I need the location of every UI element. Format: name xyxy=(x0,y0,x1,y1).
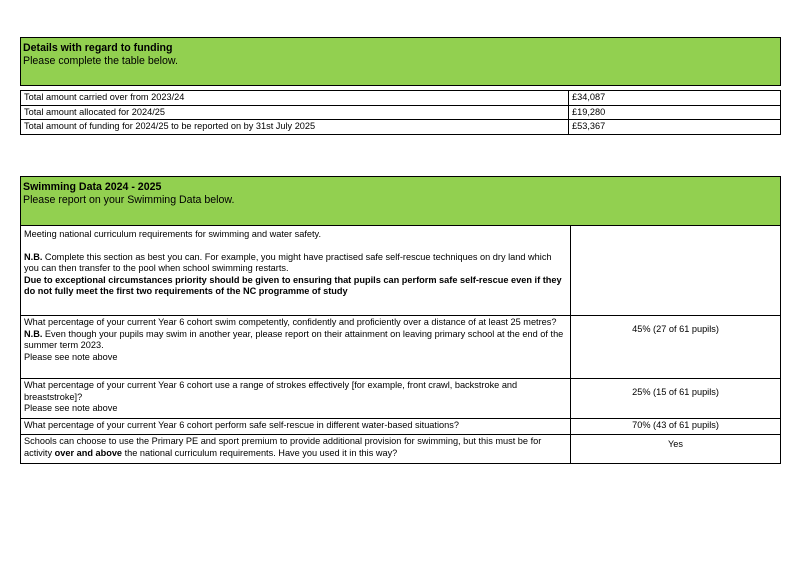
answer-cell: Yes xyxy=(571,435,781,464)
intro-bold-note: Due to exceptional circumstances priority should be given to ensuring that pupils can perform safe self-rescue even if they do not fully meet the first two requirements of the NC programme of study xyxy=(24,274,562,297)
question-cell xyxy=(21,316,571,379)
question-note: Please see note above xyxy=(24,403,118,414)
question-note: Please see note above xyxy=(24,351,118,362)
question-text: Schools can choose to use the Primary PE and sport premium to provide additional provision for swimming, but this must be for activity xyxy=(24,436,542,458)
funding-value: £19,280 xyxy=(569,105,781,120)
swimming-title: Swimming Data 2024 - 2025 xyxy=(23,181,162,193)
funding-label: Total amount allocated for 2024/25 xyxy=(21,105,569,120)
swimming-header xyxy=(21,177,781,226)
swimming-intro xyxy=(21,226,571,316)
funding-table xyxy=(20,37,781,135)
nb-text: Even though your pupils may swim in another year, please report on their attainment on leaving primary school at the end of the summer term 2023. xyxy=(24,328,564,351)
question-bold: over and above xyxy=(54,447,123,458)
table-row xyxy=(21,120,781,135)
answer-cell: 45% (27 of 61 pupils) xyxy=(571,316,781,379)
funding-label: Total amount of funding for 2024/25 to be reported on by 31st July 2025 xyxy=(21,120,569,135)
swimming-subtitle: Please report on your Swimming Data below. xyxy=(23,194,235,206)
table-row xyxy=(21,379,781,419)
table-row xyxy=(21,316,781,379)
intro-line: Meeting national curriculum requirements for swimming and water safety. xyxy=(24,229,322,239)
funding-subtitle: Please complete the table below. xyxy=(23,55,178,67)
funding-label: Total amount carried over from 2023/24 xyxy=(21,91,569,106)
intro-answer-cell xyxy=(571,226,781,316)
question-cell xyxy=(21,379,571,419)
nb-text: Complete this section as best you can. For example, you might have practised safe self-rescue techniques on dry land which you can then transfer to the pool when school swimming restarts. xyxy=(24,251,552,274)
question-text-end: the national curriculum requirements. Have you used it in this way? xyxy=(122,447,398,458)
table-row xyxy=(21,419,781,435)
question-cell xyxy=(21,435,571,464)
table-row xyxy=(21,91,781,106)
answer-cell: 25% (15 of 61 pupils) xyxy=(571,379,781,419)
intro-nb xyxy=(24,252,567,275)
answer-cell: 70% (43 of 61 pupils) xyxy=(571,419,781,435)
funding-title: Details with regard to funding xyxy=(23,42,173,54)
nb-label: N.B. xyxy=(24,328,43,339)
question-cell: What percentage of your current Year 6 cohort perform safe self-rescue in different water-based situations? xyxy=(21,419,571,435)
question-text: What percentage of your current Year 6 cohort use a range of strokes effectively [for example, front crawl, backstroke and breaststroke]? xyxy=(24,380,518,402)
question-nb xyxy=(24,329,567,352)
funding-header xyxy=(21,38,781,86)
question-text: What percentage of your current Year 6 cohort swim competently, confidently and proficiently over a distance of at least 25 metres? xyxy=(24,317,557,327)
table-row xyxy=(21,105,781,120)
nb-label: N.B. xyxy=(24,251,43,262)
table-row xyxy=(21,435,781,464)
table-row xyxy=(21,226,781,316)
funding-value: £34,087 xyxy=(569,91,781,106)
funding-value: £53,367 xyxy=(569,120,781,135)
swimming-table xyxy=(20,176,781,464)
